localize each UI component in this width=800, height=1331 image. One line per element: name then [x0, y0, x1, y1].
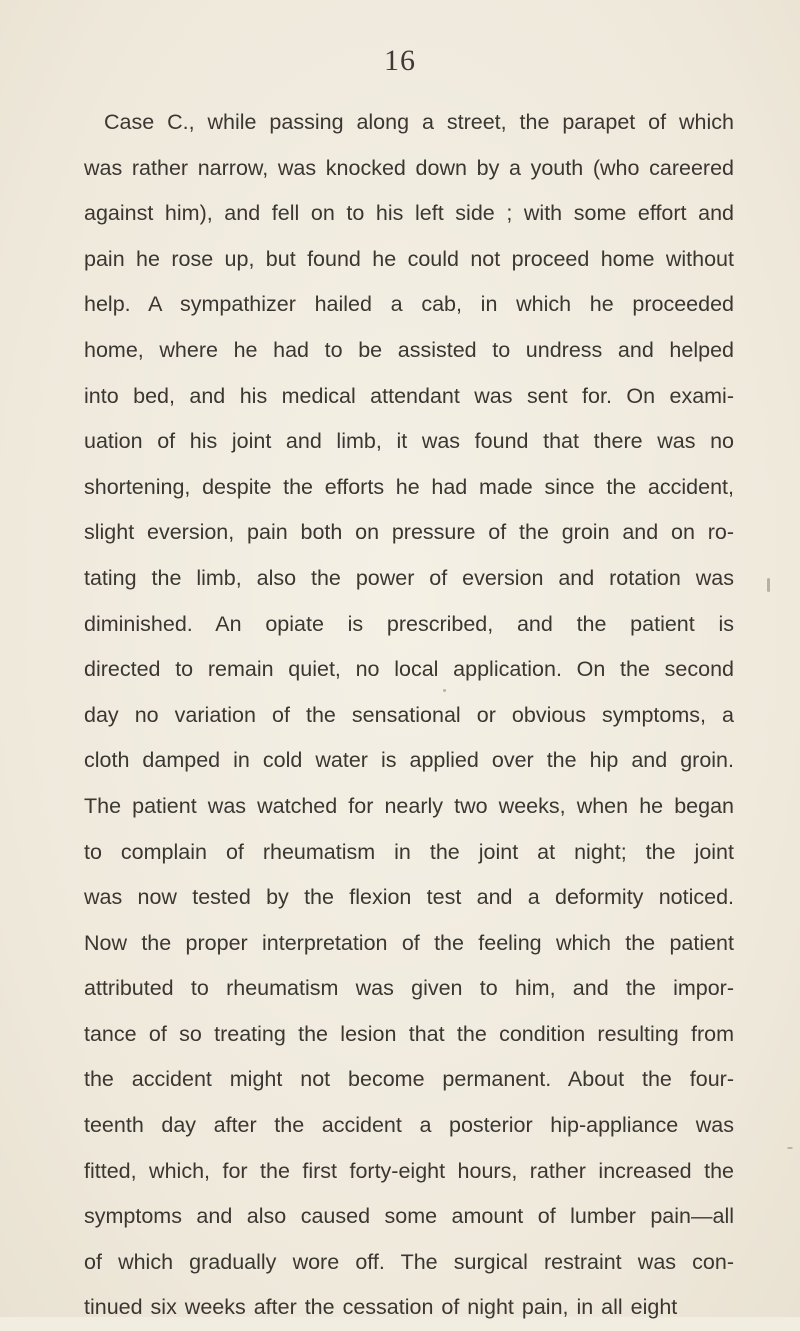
- text-line: tinued six weeks after the cessation of night pain, in all eight: [84, 1295, 678, 1320]
- page-number: 16: [384, 44, 416, 77]
- text-line: cloth damped in cold water is applied over the hip and groin.: [84, 748, 734, 773]
- text-line: attributed to rheumatism was given to him, and the impor-: [84, 976, 734, 1001]
- text-line: was rather narrow, was knocked down by a youth (who careered: [84, 155, 734, 180]
- text-line: The patient was watched for nearly two weeks, when he began: [84, 793, 734, 818]
- text-line: directed to remain quiet, no local application. On the second: [84, 657, 734, 682]
- text-line: against him), and fell on to his left side ; with some effort and: [84, 201, 734, 226]
- text-line: into bed, and his medical attendant was sent for. On exami-: [84, 383, 734, 408]
- text-line: pain he rose up, but found he could not proceed home without: [84, 246, 734, 271]
- text-line: Now the proper interpretation of the feeling which the patient: [84, 930, 734, 955]
- text-line: diminished. An opiate is prescribed, and the patient is: [84, 611, 734, 636]
- text-line: shortening, despite the efforts he had made since the accident,: [84, 474, 734, 499]
- text-line: home, where he had to be assisted to undress and helped: [84, 337, 734, 362]
- text-line: slight eversion, pain both on pressure of the groin and on ro-: [84, 520, 734, 545]
- paper-speck: [787, 1147, 793, 1149]
- text-line: tance of so treating the lesion that the condition resulting from: [84, 1021, 734, 1046]
- text-line: was now tested by the flexion test and a deformity noticed.: [84, 885, 734, 910]
- text-line: day no variation of the sensational or obvious symptoms, a: [84, 702, 734, 727]
- text-line: the accident might not become permanent. About the four-: [84, 1067, 734, 1092]
- text-line: teenth day after the accident a posterior hip-appliance was: [84, 1113, 734, 1138]
- text-line: fitted, which, for the first forty-eight hours, rather increased the: [84, 1158, 734, 1183]
- paper-speck: [767, 578, 770, 592]
- text-line: uation of his joint and limb, it was found that there was no: [84, 429, 734, 454]
- text-line: of which gradually wore off. The surgical restraint was con-: [84, 1249, 734, 1274]
- text-line: tating the limb, also the power of eversion and rotation was: [84, 565, 734, 590]
- text-line: Case C., while passing along a street, the parapet of which: [104, 110, 734, 134]
- text-line: symptoms and also caused some amount of lumber pain—all: [84, 1204, 734, 1229]
- paper-speck: [443, 689, 446, 692]
- text-line: help. A sympathizer hailed a cab, in which he proceeded: [84, 292, 734, 317]
- body-text: [84, 100, 734, 1331]
- text-line: to complain of rheumatism in the joint at night; the joint: [84, 839, 734, 864]
